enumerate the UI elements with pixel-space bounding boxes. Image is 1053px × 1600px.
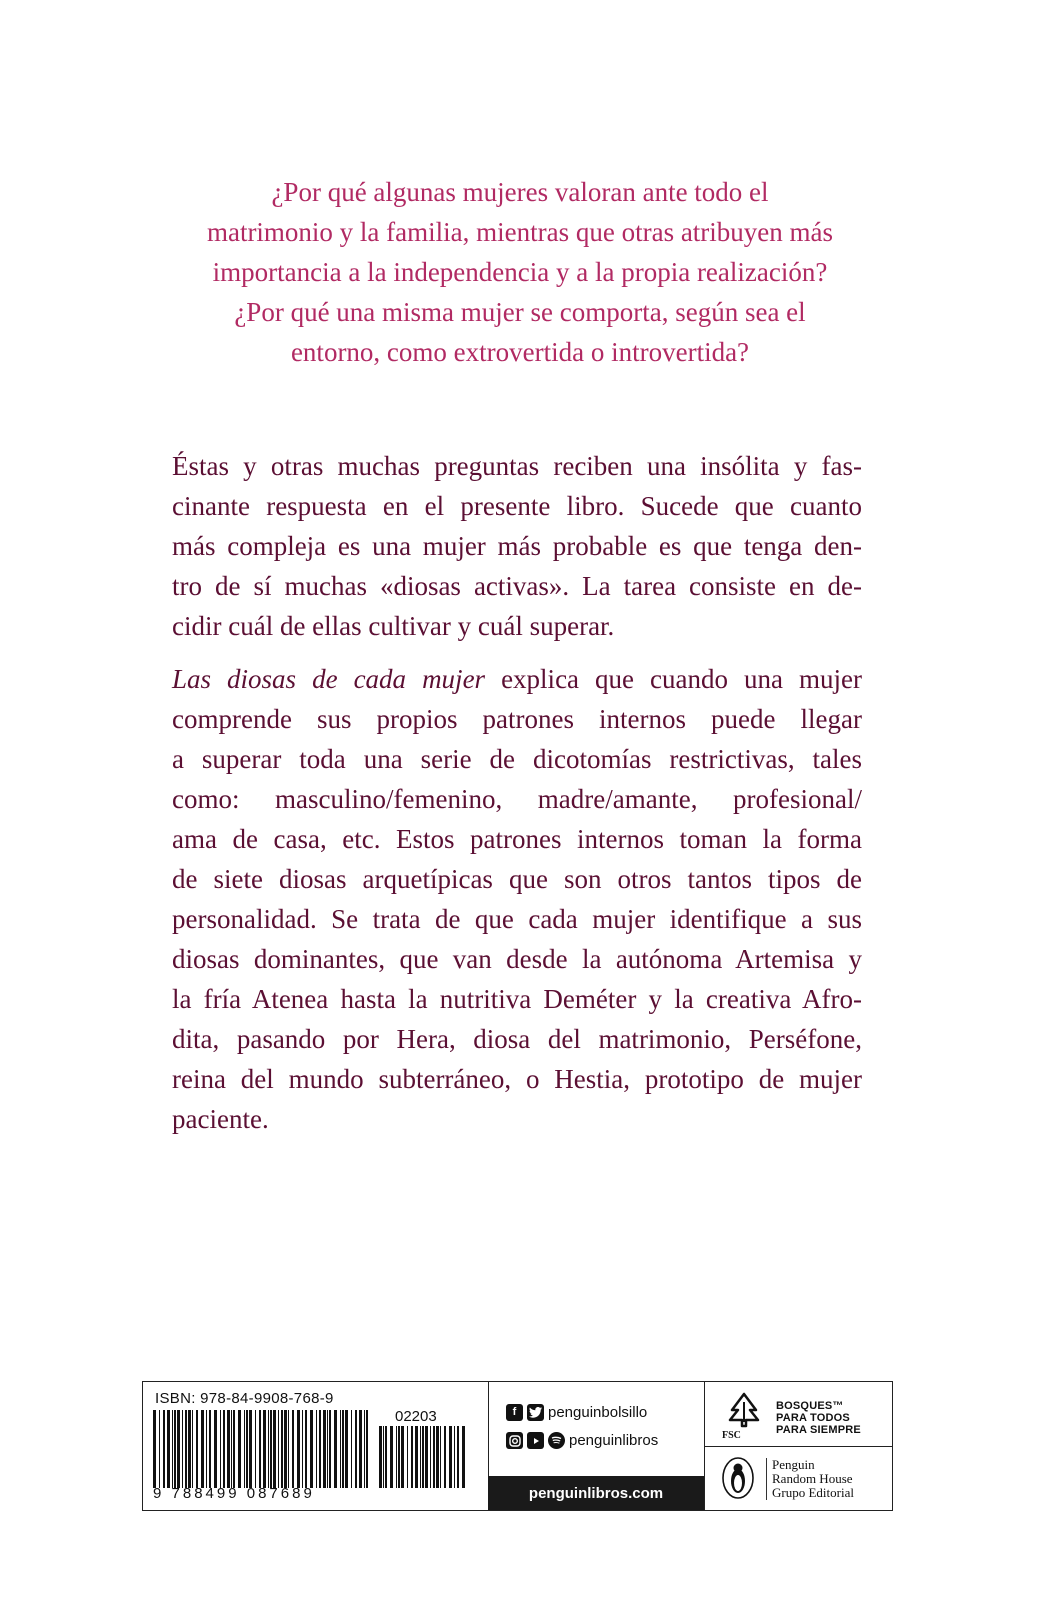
instagram-icon[interactable] — [506, 1432, 523, 1449]
back-cover-info-box — [142, 1381, 893, 1511]
fsc-tree-icon — [720, 1390, 768, 1430]
paragraph-line: cidir cuál de ellas cultivar y cuál superar. — [172, 611, 615, 641]
intro-line: matrimonio y la familia, mientras que otras atribuyen más — [206, 217, 834, 247]
paragraph-line: personalidad. Se trata de que cada mujer identifique a sus — [172, 904, 862, 934]
penguin-random-house-logo — [714, 1454, 889, 1508]
barcode-image — [153, 1410, 369, 1488]
fsc-label: FSC — [722, 1430, 741, 1441]
intro-line: ¿Por qué una misma mujer se comporta, según sea el — [234, 297, 806, 327]
paragraph-line: ama de casa, etc. Estos patrones internos toman la forma — [172, 824, 862, 854]
paragraph-line: a superar toda una serie de dicotomías restrictivas, tales — [172, 744, 862, 774]
publisher-name: Penguin Random House Grupo Editorial — [766, 1458, 854, 1500]
fsc-slogan: BOSQUES™ PARA TODOS PARA SIEMPRE — [776, 1400, 861, 1436]
paragraph-line: Éstas y otras muchas preguntas reciben una insólita y fas- — [172, 451, 862, 481]
paragraph-line: comprende sus propios patrones internos puede llegar — [172, 704, 862, 734]
paragraph-line — [172, 659, 862, 699]
intro-line: importancia a la independencia y a la propia realización? — [212, 257, 828, 287]
description-paragraph — [172, 446, 862, 646]
barcode-digits: 9 788499 087689 — [153, 1485, 315, 1502]
youtube-icon[interactable] — [527, 1432, 544, 1449]
paragraph-line: tro de sí muchas «diosas activas». La tarea consiste en de- — [172, 571, 862, 601]
first-line-text: explica que cuando una mujer — [485, 664, 863, 694]
paragraph-line: dita, pasando por Hera, diosa del matrimonio, Perséfone, — [172, 1024, 862, 1054]
paragraph-line: como: masculino/femenino, madre/amante, profesional/ — [172, 784, 862, 814]
fsc-logo — [716, 1390, 891, 1444]
social-handle[interactable]: penguinlibros — [569, 1432, 659, 1449]
paragraph-line: cinante respuesta en el presente libro. Sucede que cuanto — [172, 491, 862, 521]
summary-paragraph — [172, 659, 862, 1139]
logos-section — [704, 1382, 892, 1510]
social-handle[interactable]: penguinbolsillo — [548, 1404, 648, 1421]
barcode-addon-image — [379, 1426, 469, 1488]
intro-paragraph — [150, 172, 890, 372]
intro-line: ¿Por qué algunas mujeres valoran ante todo el — [271, 177, 769, 207]
website-link[interactable]: penguinlibros.com — [488, 1476, 704, 1510]
facebook-icon[interactable]: f — [506, 1404, 523, 1421]
twitter-icon[interactable] — [527, 1404, 544, 1421]
price-code: 02203 — [395, 1408, 437, 1425]
social-row-bolsillo — [506, 1404, 647, 1421]
paragraph-line: más compleja es una mujer más probable es que tenga den- — [172, 531, 862, 561]
penguin-icon — [718, 1456, 758, 1500]
paragraph-line: diosas dominantes, que van desde la autónoma Artemisa y — [172, 944, 862, 974]
book-title: Las diosas de cada mujer — [172, 664, 486, 694]
paragraph-line: paciente. — [172, 1104, 269, 1134]
barcode-section — [143, 1382, 489, 1510]
intro-line: entorno, como extrovertida o introvertida? — [290, 337, 750, 367]
paragraph-line: la fría Atenea hasta la nutritiva Deméter y la creativa Afro- — [172, 984, 862, 1014]
spotify-icon[interactable] — [548, 1432, 565, 1449]
logo-divider — [704, 1446, 892, 1447]
social-row-libros — [506, 1432, 658, 1449]
paragraph-line: reina del mundo subterráneo, o Hestia, prototipo de mujer — [172, 1064, 862, 1094]
social-section — [488, 1382, 705, 1510]
paragraph-line: de siete diosas arquetípicas que son otros tantos tipos de — [172, 864, 862, 894]
isbn-label: ISBN: 978-84-9908-768-9 — [155, 1390, 334, 1407]
